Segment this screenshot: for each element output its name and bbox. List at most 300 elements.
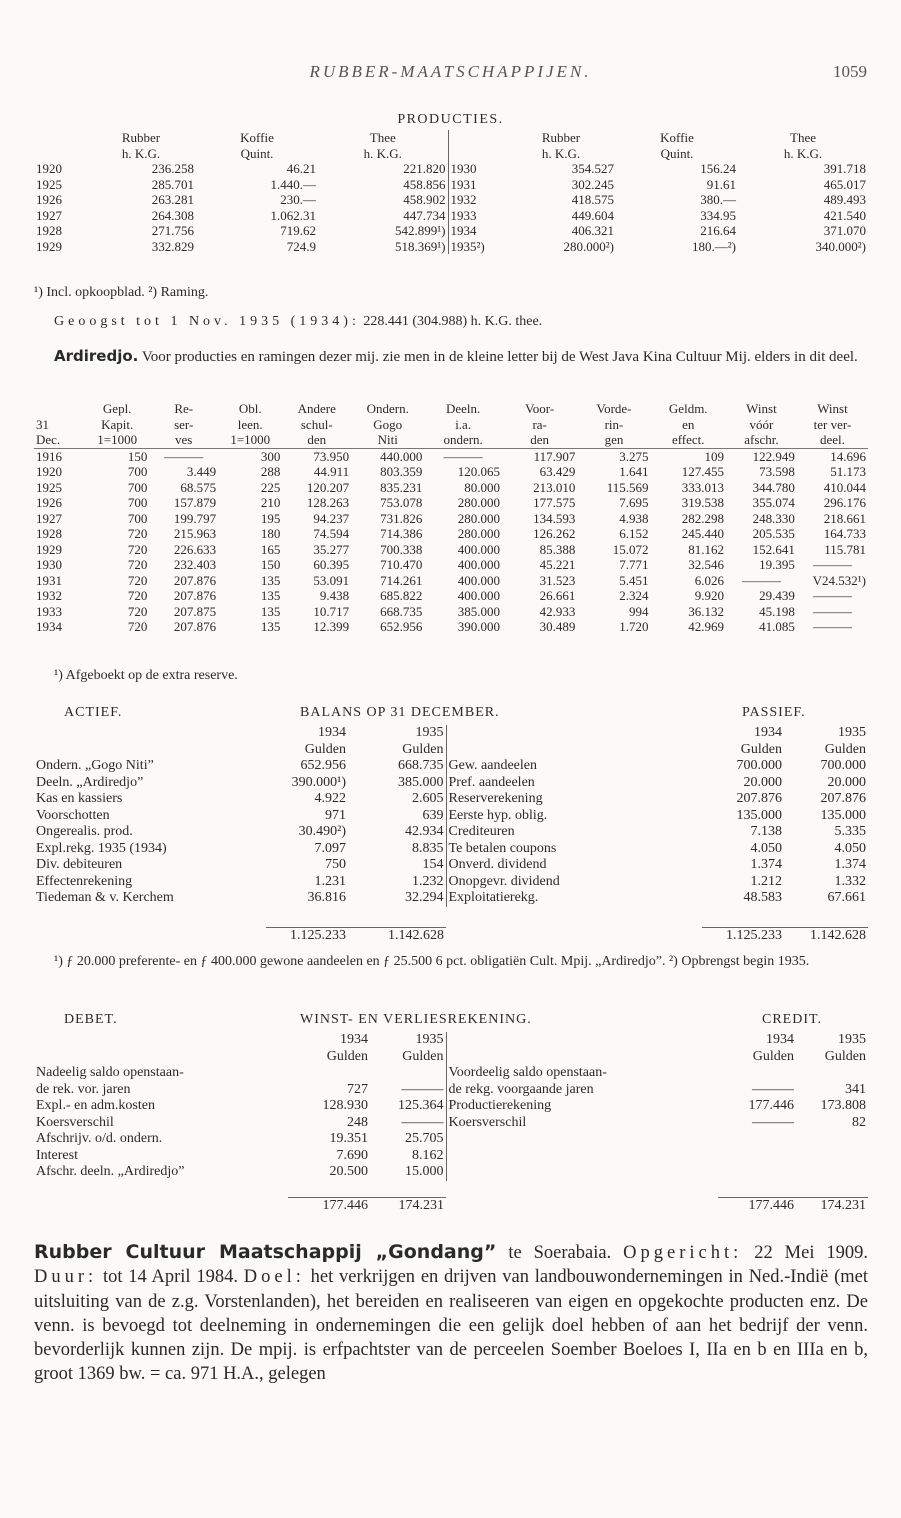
debit-label: DEBET.	[64, 1012, 118, 1027]
debit-value: 248	[347, 1114, 368, 1130]
value-cell: 216.64	[700, 223, 736, 238]
value-cell: 720	[127, 603, 148, 619]
credit-value	[796, 1065, 868, 1082]
value-cell: 720	[127, 526, 148, 541]
value-cell: 994	[629, 603, 649, 619]
value-cell: 489.493	[823, 192, 866, 207]
year-cell: 1933	[448, 208, 506, 224]
assets-label: ACTIEF.	[64, 705, 123, 720]
financial-col-header: Ondern.	[366, 401, 409, 416]
value-cell: 205.535	[752, 526, 795, 541]
value-cell: 85.388	[539, 541, 576, 557]
financial-col-header: den	[502, 432, 577, 448]
value-cell: 135	[260, 603, 281, 619]
value-cell: 91.61	[706, 176, 736, 192]
value-cell: 126.262	[533, 526, 576, 541]
value-cell: 421.540	[823, 207, 866, 223]
liability-label: Eerste hyp. oblig.	[446, 808, 702, 825]
table-row	[34, 1131, 868, 1148]
value-cell: 385.000	[457, 603, 500, 619]
value-cell: 35.277	[313, 541, 350, 557]
value-cell: 221.820	[403, 161, 446, 176]
credit-value	[796, 1148, 868, 1165]
value-cell: 9.920	[694, 588, 724, 603]
debit-value: 727	[347, 1081, 368, 1097]
pnl-year: 1934	[340, 1032, 368, 1047]
value-cell: 447.734	[403, 207, 446, 223]
debit-label-cell: Expl.- en adm.kosten	[36, 1098, 155, 1113]
value-cell: 440.000	[380, 448, 423, 464]
value-cell: 41.085	[759, 619, 795, 634]
value-cell: 1.440.—	[270, 176, 316, 192]
balance-title: BALANS OP 31 DECEMBER.	[300, 705, 500, 720]
purpose-label: Doel:	[243, 1267, 305, 1288]
value-cell: ———	[812, 557, 852, 572]
financial-col-header: rin-	[604, 416, 624, 432]
credit-value: 82	[852, 1114, 866, 1130]
gondang-location: te Soerabaia.	[508, 1243, 612, 1263]
year-cell: 1927	[36, 207, 62, 223]
credit-value: ———	[752, 1081, 794, 1097]
value-cell: ———	[812, 588, 852, 603]
value-cell: 700	[127, 464, 148, 479]
asset-value: 4.922	[314, 791, 346, 806]
value-cell: 135	[260, 619, 281, 634]
value-cell: ———	[741, 572, 781, 588]
financial-col-header: Geldm.	[668, 401, 708, 416]
value-cell: 720	[127, 572, 148, 588]
credit-value: ———	[752, 1114, 794, 1130]
liability-label: Onopgevr. dividend	[446, 874, 702, 891]
founded-date: 22 Mei 1909.	[754, 1243, 869, 1263]
balance-total: 1.142.628	[348, 927, 446, 944]
liabilities-label: PASSIEF.	[742, 705, 806, 720]
pnl-unit: Gulden	[402, 1048, 444, 1064]
financial-col-header: Winst	[746, 401, 777, 416]
ardiredjo-note	[54, 347, 868, 366]
prod-col-unit: h. K.G.	[121, 145, 161, 161]
debit-label-cell: Nadeelig saldo openstaan-	[36, 1065, 184, 1080]
table-row	[34, 841, 868, 858]
debit-label-cell: de rek. vor. jaren	[36, 1081, 131, 1097]
value-cell: 165	[260, 541, 281, 557]
ardiredjo-text: Voor producties en ramingen dezer mij. zie men in de kleine letter bij de West Java Kina Cultuur Mij. elders in dit deel.	[141, 349, 858, 365]
value-cell: 1.062.31	[270, 207, 316, 223]
value-cell: 720	[127, 541, 148, 557]
financial-col-header: deel.	[797, 432, 868, 448]
value-cell: 714.261	[380, 572, 423, 588]
liability-value: 20.000	[827, 774, 866, 790]
balance-unit: Gulden	[824, 741, 866, 757]
table-row	[34, 542, 868, 558]
year-cell: 1925	[36, 176, 62, 192]
value-cell: 109	[704, 448, 724, 464]
table-row	[34, 495, 868, 511]
liability-label: Onverd. dividend	[446, 857, 702, 874]
financial-col-header: vóór	[749, 416, 774, 432]
debit-value: 8.162	[412, 1147, 444, 1163]
value-cell: 835.231	[380, 479, 423, 495]
value-cell: 380.—	[700, 192, 736, 207]
liability-value: 207.876	[736, 791, 782, 806]
value-cell: 45.221	[539, 557, 576, 572]
value-cell: 700	[127, 495, 148, 510]
asset-label: Ondern. „Gogo Niti”	[36, 758, 154, 773]
year-cell: 1934	[448, 223, 506, 239]
table-row	[34, 791, 868, 808]
value-cell: 720	[127, 619, 148, 634]
value-cell: 207.876	[173, 588, 217, 603]
value-cell: 354.527	[571, 161, 614, 176]
value-cell: 42.933	[539, 603, 576, 619]
table-row	[34, 758, 868, 775]
asset-label: Ongerealis. prod.	[36, 824, 133, 839]
financial-col-header: Andere	[297, 401, 336, 416]
year-cell: 1934	[36, 619, 62, 634]
value-cell: 280.000²)	[563, 238, 614, 254]
value-cell: 177.575	[533, 495, 576, 510]
financial-col-header: schul-	[300, 416, 333, 432]
year-cell: 1935²)	[448, 239, 506, 255]
balance-total: 1.125.233	[266, 927, 348, 944]
prod-col-unit: Quint.	[660, 145, 694, 161]
value-cell: 30.489	[539, 619, 576, 634]
value-cell: 44.911	[313, 464, 350, 479]
liability-value: 67.661	[827, 890, 866, 905]
asset-value: 8.835	[412, 840, 444, 856]
prod-col-header: Rubber	[121, 130, 161, 145]
year-cell: 1931	[36, 572, 62, 588]
credit-label-cell: de rekg. voorgaande jaren	[446, 1082, 718, 1099]
value-cell: 518.369¹)	[395, 238, 446, 254]
value-cell: 391.718	[823, 161, 866, 176]
liability-value: 1.332	[834, 873, 866, 889]
table-row	[34, 808, 868, 825]
debit-value: ———	[401, 1081, 444, 1097]
financial-footnote: ¹) Afgeboekt op de extra reserve.	[54, 668, 238, 683]
gondang-entry	[34, 1240, 868, 1387]
value-cell: 406.321	[571, 223, 614, 238]
value-cell: 115.569	[606, 479, 649, 495]
asset-label: Voorschotten	[36, 807, 110, 823]
pnl-table	[34, 1032, 868, 1214]
value-cell: 135	[260, 572, 281, 588]
value-cell: 226.633	[173, 541, 217, 557]
value-cell: 1.641	[619, 464, 649, 479]
financial-col-header: Kapit.	[101, 416, 134, 432]
value-cell: 371.070	[823, 223, 866, 238]
value-cell: 288	[260, 464, 281, 479]
credit-label: CREDIT.	[762, 1012, 823, 1027]
asset-label: Div. debiteuren	[36, 857, 123, 872]
value-cell: 42.969	[688, 619, 724, 634]
table-row	[34, 223, 868, 239]
balance-year: 1934	[318, 725, 346, 740]
prod-col-header: Rubber	[541, 130, 581, 145]
financial-col-header: Deeln.	[445, 401, 481, 416]
year-cell: 1930	[448, 161, 506, 177]
page-number: 1059	[833, 62, 867, 81]
asset-value: 36.816	[307, 890, 346, 905]
value-cell: 12.399	[313, 619, 350, 634]
year-cell: 1933	[36, 603, 62, 619]
value-cell: 3.275	[619, 448, 649, 464]
financial-col-header: Winst	[817, 401, 848, 416]
pnl-year: 1935	[838, 1032, 866, 1047]
value-cell: 458.902	[403, 192, 446, 207]
liability-value: 20.000	[743, 774, 782, 790]
value-cell: V24.532¹)	[812, 572, 866, 588]
value-cell: 282.298	[681, 510, 724, 526]
value-cell: 152.641	[752, 541, 795, 557]
productions-title: PRODUCTIES.	[397, 112, 504, 127]
financial-col-header: afschr.	[726, 432, 797, 448]
value-cell: 355.074	[752, 495, 795, 510]
pnl-year: 1935	[415, 1032, 444, 1047]
pnl-unit: Gulden	[752, 1048, 794, 1064]
prod-col-header: Thee	[790, 130, 816, 145]
credit-value	[718, 1148, 796, 1165]
value-cell: 94.237	[313, 510, 350, 526]
value-cell: 333.013	[681, 479, 724, 495]
table-row	[34, 161, 868, 177]
value-cell: 334.95	[700, 207, 736, 223]
balance-year: 1934	[754, 725, 782, 740]
financial-col-header: effect.	[651, 432, 726, 448]
prod-col-header: Koffie	[240, 130, 274, 145]
value-cell: 207.875	[173, 603, 217, 619]
financial-col-header: ra-	[532, 416, 547, 432]
debit-value: 15.000	[405, 1164, 444, 1179]
value-cell: 6.152	[619, 526, 649, 541]
asset-value: 971	[325, 807, 346, 823]
value-cell: 230.—	[280, 192, 316, 207]
value-cell: 26.661	[539, 588, 576, 603]
financial-col-header: ser-	[174, 416, 194, 432]
value-cell: 302.245	[571, 176, 614, 192]
value-cell: 207.876	[173, 619, 217, 634]
duration-value: tot 14 April 1984.	[102, 1267, 238, 1288]
table-row	[34, 239, 868, 255]
value-cell: 652.956	[380, 619, 423, 634]
asset-value: 1.231	[314, 873, 346, 889]
balance-total: 1.142.628	[784, 927, 868, 944]
liability-label: Pref. aandeelen	[446, 775, 702, 792]
liability-label: Crediteuren	[446, 824, 702, 841]
year-cell: 1931	[448, 177, 506, 193]
table-row	[34, 775, 868, 792]
table-row	[34, 480, 868, 496]
table-row	[34, 1115, 868, 1132]
gondang-name: Rubber Cultuur Maatschappij „Gondang”	[34, 1241, 497, 1263]
pnl-title: WINST- EN VERLIESREKENING.	[300, 1012, 532, 1027]
year-cell: 1926	[36, 495, 62, 510]
prod-col-header: Thee	[369, 130, 396, 145]
value-cell: 150	[127, 448, 148, 464]
value-cell: ———	[812, 603, 852, 619]
value-cell: 213.010	[533, 479, 576, 495]
value-cell: 218.661	[823, 510, 866, 526]
value-cell: 271.756	[151, 223, 194, 238]
value-cell: 449.604	[571, 207, 614, 223]
value-cell: 720	[127, 588, 148, 603]
prod-col-unit: h. K.G.	[783, 145, 823, 161]
debit-value: 7.690	[336, 1147, 368, 1163]
asset-value: 30.490²)	[298, 824, 346, 839]
pnl-year: 1934	[766, 1032, 794, 1047]
purpose-text: het verkrijgen en drijven van landbouwondernemingen in Ned.-Indië (met uitsluiting van de z.g. Vorstenlanden), het bereiden en realiseeren van eigen en opgekochte producten enz. De venn. is bevoegd tot deelneming in ondernemingen die een gelijk doel hebben of aan het bedrijf der venn. bevorderlijk kunnen zijn. De mpij. is erfpachtster van de perceelen Soember Boeloes I, IIa en b en IIIa en b, groot 1369 bw. = ca. 971 H.A., gelegen	[34, 1267, 868, 1385]
liability-label: Reserverekening	[446, 791, 702, 808]
financial-col-header: 1=1000	[218, 432, 282, 448]
liability-label: Exploitatierekg.	[446, 890, 702, 907]
asset-label: Effectenrekening	[36, 873, 133, 889]
value-cell: 285.701	[151, 176, 194, 192]
value-cell: 215.963	[173, 526, 217, 541]
year-cell: 1932	[448, 192, 506, 208]
asset-value: 385.000	[398, 774, 444, 790]
value-cell: 63.429	[539, 464, 576, 479]
credit-label-cell: Voordeelig saldo openstaan-	[446, 1065, 718, 1082]
balance-unit: Gulden	[402, 741, 444, 757]
prod-col-header: Koffie	[660, 130, 694, 145]
value-cell: 156.24	[700, 161, 736, 176]
value-cell: 115.781	[824, 541, 866, 557]
debit-value: ———	[401, 1114, 444, 1130]
pnl-total: 174.231	[796, 1197, 868, 1214]
credit-value: 173.808	[820, 1098, 866, 1113]
value-cell: 51.173	[830, 464, 866, 479]
asset-value: 390.000¹)	[291, 774, 346, 790]
value-cell: 753.078	[380, 495, 423, 510]
credit-label-cell	[446, 1164, 718, 1181]
debit-label-cell: Koersverschil	[36, 1114, 114, 1130]
table-row	[34, 1065, 868, 1082]
balance-table	[34, 725, 868, 944]
running-title: RUBBER-MAATSCHAPPIJEN.	[309, 62, 592, 81]
value-cell: 700	[127, 479, 148, 495]
value-cell: 53.091	[313, 572, 350, 588]
liability-label: Te betalen coupons	[446, 841, 702, 858]
value-cell: ———	[164, 448, 204, 464]
value-cell: 128.263	[306, 495, 350, 510]
value-cell: 199.797	[173, 510, 217, 526]
liability-label: Gew. aandeelen	[446, 758, 702, 775]
table-row	[34, 824, 868, 841]
table-row	[34, 874, 868, 891]
table-row	[34, 857, 868, 874]
value-cell: 164.733	[823, 526, 866, 541]
credit-value: 341	[845, 1081, 866, 1097]
credit-value	[796, 1164, 868, 1181]
asset-value: 639	[422, 807, 444, 823]
value-cell: 542.899¹)	[395, 223, 446, 238]
productions-footnote: ¹) Incl. opkoopblad. ²) Raming.	[34, 285, 209, 300]
value-cell: 248.330	[752, 510, 795, 526]
credit-label-cell: Productierekening	[446, 1098, 718, 1115]
value-cell: 465.017	[823, 176, 866, 192]
value-cell: 120.207	[306, 479, 350, 495]
liability-value: 5.335	[834, 824, 866, 839]
debit-value: 25.705	[405, 1131, 444, 1146]
value-cell: 150	[260, 557, 281, 572]
debit-value: 19.351	[329, 1131, 368, 1146]
value-cell: 263.281	[151, 192, 194, 207]
value-cell: 225	[260, 479, 281, 495]
table-row	[34, 208, 868, 224]
credit-label-cell	[446, 1131, 718, 1148]
credit-value	[796, 1131, 868, 1148]
pnl-unit: Gulden	[824, 1048, 866, 1064]
value-cell: 31.523	[539, 572, 576, 588]
debit-value: 20.500	[329, 1164, 368, 1179]
value-cell: ———	[443, 448, 483, 464]
liability-value: 4.050	[834, 840, 866, 856]
value-cell: 1.720	[619, 619, 649, 634]
liability-value: 207.876	[820, 791, 866, 806]
balance-unit: Gulden	[740, 741, 782, 757]
asset-value: 154	[422, 857, 444, 872]
value-cell: 19.395	[759, 557, 795, 572]
value-cell: 300	[260, 448, 281, 464]
asset-value: 2.605	[412, 791, 444, 806]
asset-value: 32.294	[405, 890, 444, 905]
table-row	[34, 526, 868, 542]
table-row	[34, 464, 868, 480]
debit-value	[370, 1065, 446, 1082]
credit-value	[718, 1065, 796, 1082]
debit-label-cell: Afschrijv. o/d. ondern.	[36, 1131, 163, 1146]
asset-value: 42.934	[405, 824, 444, 839]
value-cell: 32.546	[688, 557, 724, 572]
asset-label: Deeln. „Ardiredjo”	[36, 774, 144, 790]
value-cell: 410.044	[823, 479, 866, 495]
financial-col-header: ves	[149, 432, 218, 448]
value-cell: 731.826	[380, 510, 423, 526]
pnl-total: 177.446	[718, 1197, 796, 1214]
value-cell: 458.856	[403, 176, 446, 192]
harvest-line	[54, 314, 542, 330]
table-row	[34, 1164, 868, 1181]
value-cell: 685.822	[380, 588, 423, 603]
year-cell: 1926	[36, 192, 62, 207]
financial-col-header: gen	[577, 432, 650, 448]
credit-label-cell: Koersverschil	[446, 1115, 718, 1132]
year-cell: 1932	[36, 588, 62, 603]
value-cell: 5.451	[619, 572, 649, 588]
year-cell: 1929	[36, 541, 62, 557]
financial-col-header: 31	[36, 416, 49, 432]
value-cell: 700	[127, 510, 148, 526]
liability-value: 135.000	[736, 807, 782, 823]
value-cell: 400.000	[457, 541, 500, 557]
value-cell: 4.938	[619, 510, 649, 526]
table-row	[34, 588, 868, 604]
value-cell: 332.829	[151, 238, 194, 254]
value-cell: 400.000	[457, 572, 500, 588]
value-cell: 134.593	[533, 510, 576, 526]
value-cell: 400.000	[457, 557, 500, 572]
year-cell: 1930	[36, 557, 62, 572]
liability-value: 4.050	[750, 840, 782, 856]
table-row	[34, 1098, 868, 1115]
liability-value: 700.000	[736, 758, 782, 773]
value-cell: 73.598	[759, 464, 795, 479]
value-cell: 280.000	[457, 510, 500, 526]
harvest-label: Geoogst tot 1 Nov. 1935 (1934):	[54, 314, 360, 329]
pnl-unit: Gulden	[326, 1048, 368, 1064]
year-cell: 1928	[36, 526, 62, 541]
financial-table	[34, 401, 868, 635]
